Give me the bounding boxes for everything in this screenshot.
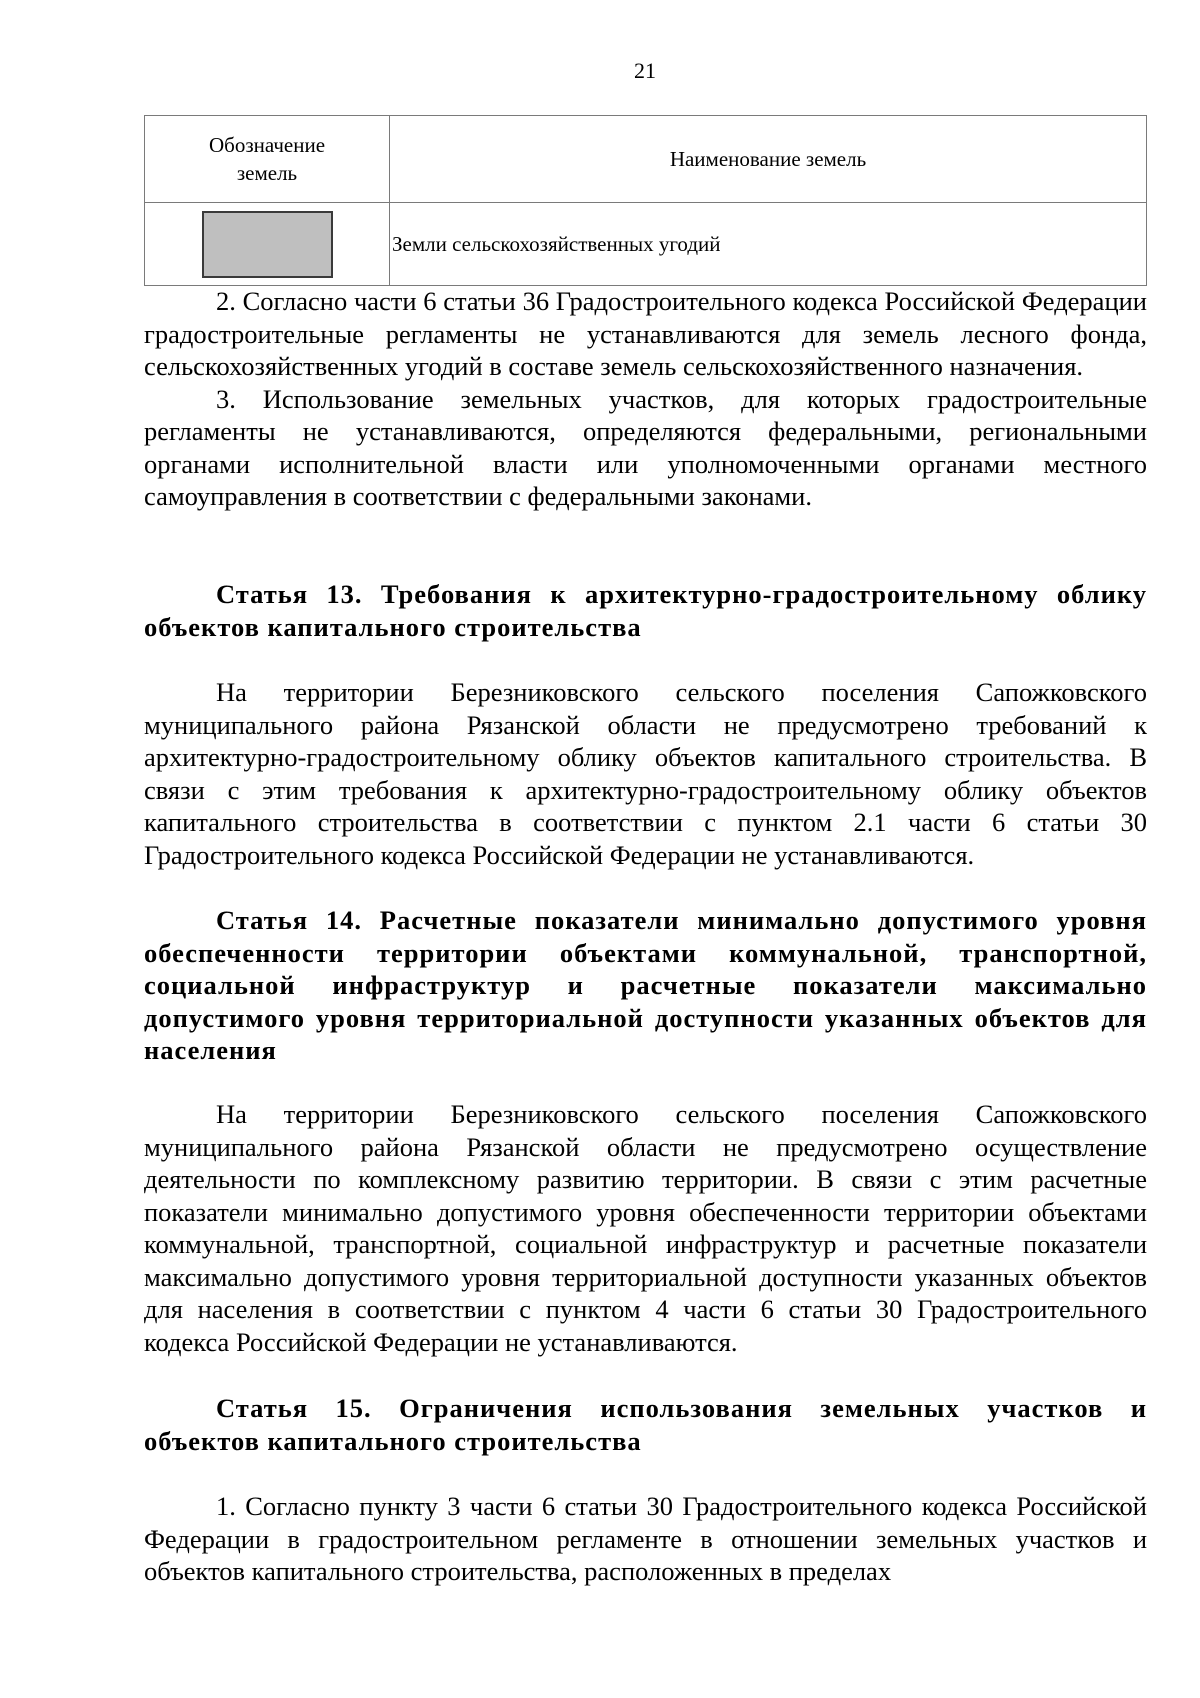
agricultural-land-swatch bbox=[202, 211, 333, 278]
legend-land-name: Земли сельскохозяйственных угодий bbox=[390, 203, 1147, 286]
land-legend-table bbox=[144, 115, 1147, 286]
header-name: Наименование земель bbox=[390, 116, 1147, 203]
paragraph-2: 2. Согласно части 6 статьи 36 Градостроительного кодекса Российской Федерации градостроительные регламенты не устанавливаются для земель лесного фонда, сельскохозяйственных угодий в составе земель сельскохозяйственного назначения. bbox=[144, 286, 1147, 381]
header-designation: Обозначение земель bbox=[145, 116, 390, 203]
article-15-heading-block bbox=[144, 1392, 1147, 1457]
legend-header-row bbox=[145, 116, 1147, 203]
paragraph-3: 3. Использование земельных участков, для которых градостроительные регламенты не устанавливаются, определяются федеральными, региональными органами исполнительной власти или уполномоченными органами местного самоуправления в соответствии с федеральными законами. bbox=[144, 383, 1147, 511]
article-15-title: Статья 15. Ограничения использования земельных участков и объектов капитального строительства bbox=[144, 1393, 1147, 1456]
article-13-heading-block bbox=[144, 578, 1147, 643]
article-13-title: Статья 13. Требования к архитектурно-градостроительному облику объектов капитального строительства bbox=[144, 579, 1147, 642]
article-14-body: На территории Березниковского сельского поселения Сапожковского муниципального района Рязанской области не предусмотрено осуществление деятельности по комплексному развитию территории. В связи с этим расчетные показатели минимально допустимого уровня обеспеченности территории объектами коммунальной, транспортной, социальной инфраструктур и расчетные показатели максимально допустимого уровня территориальной доступности указанных объектов для населения в соответствии с пунктом 4 части 6 статьи 30 Градостроительного кодекса Российской Федерации не устанавливаются. bbox=[144, 1099, 1147, 1357]
legend-swatch-cell bbox=[145, 203, 390, 286]
article-15-body-block bbox=[144, 1490, 1147, 1588]
page-number: 21 bbox=[634, 58, 656, 83]
article-13-body-block bbox=[144, 676, 1147, 871]
legend-row bbox=[145, 203, 1147, 286]
article-14-title: Статья 14. Расчетные показатели минимально допустимого уровня обеспеченности территории объектами коммунальной, транспортной, социальной инфраструктур и расчетные показатели максимально допустимого уровня территориальной доступности указанных объектов для населения bbox=[144, 905, 1147, 1065]
article-13-body: На территории Березниковского сельского поселения Сапожковского муниципального района Рязанской области не предусмотрено требований к архитектурно-градостроительному облику объектов капитального строительства. В связи с этим требования к архитектурно-градостроительному облику объектов капитального строительства в соответствии с пунктом 2.1 части 6 статьи 30 Градостроительного кодекса Российской Федерации не устанавливаются. bbox=[144, 677, 1147, 870]
article-15-body: 1. Согласно пункту 3 части 6 статьи 30 Градостроительного кодекса Российской Федерации в градостроительном регламенте в отношении земельных участков и объектов капитального строительства, расположенных в пределах bbox=[144, 1491, 1147, 1586]
article-14-heading-block bbox=[144, 904, 1147, 1067]
article-14-body-block bbox=[144, 1098, 1147, 1358]
top-paragraphs bbox=[144, 285, 1147, 513]
